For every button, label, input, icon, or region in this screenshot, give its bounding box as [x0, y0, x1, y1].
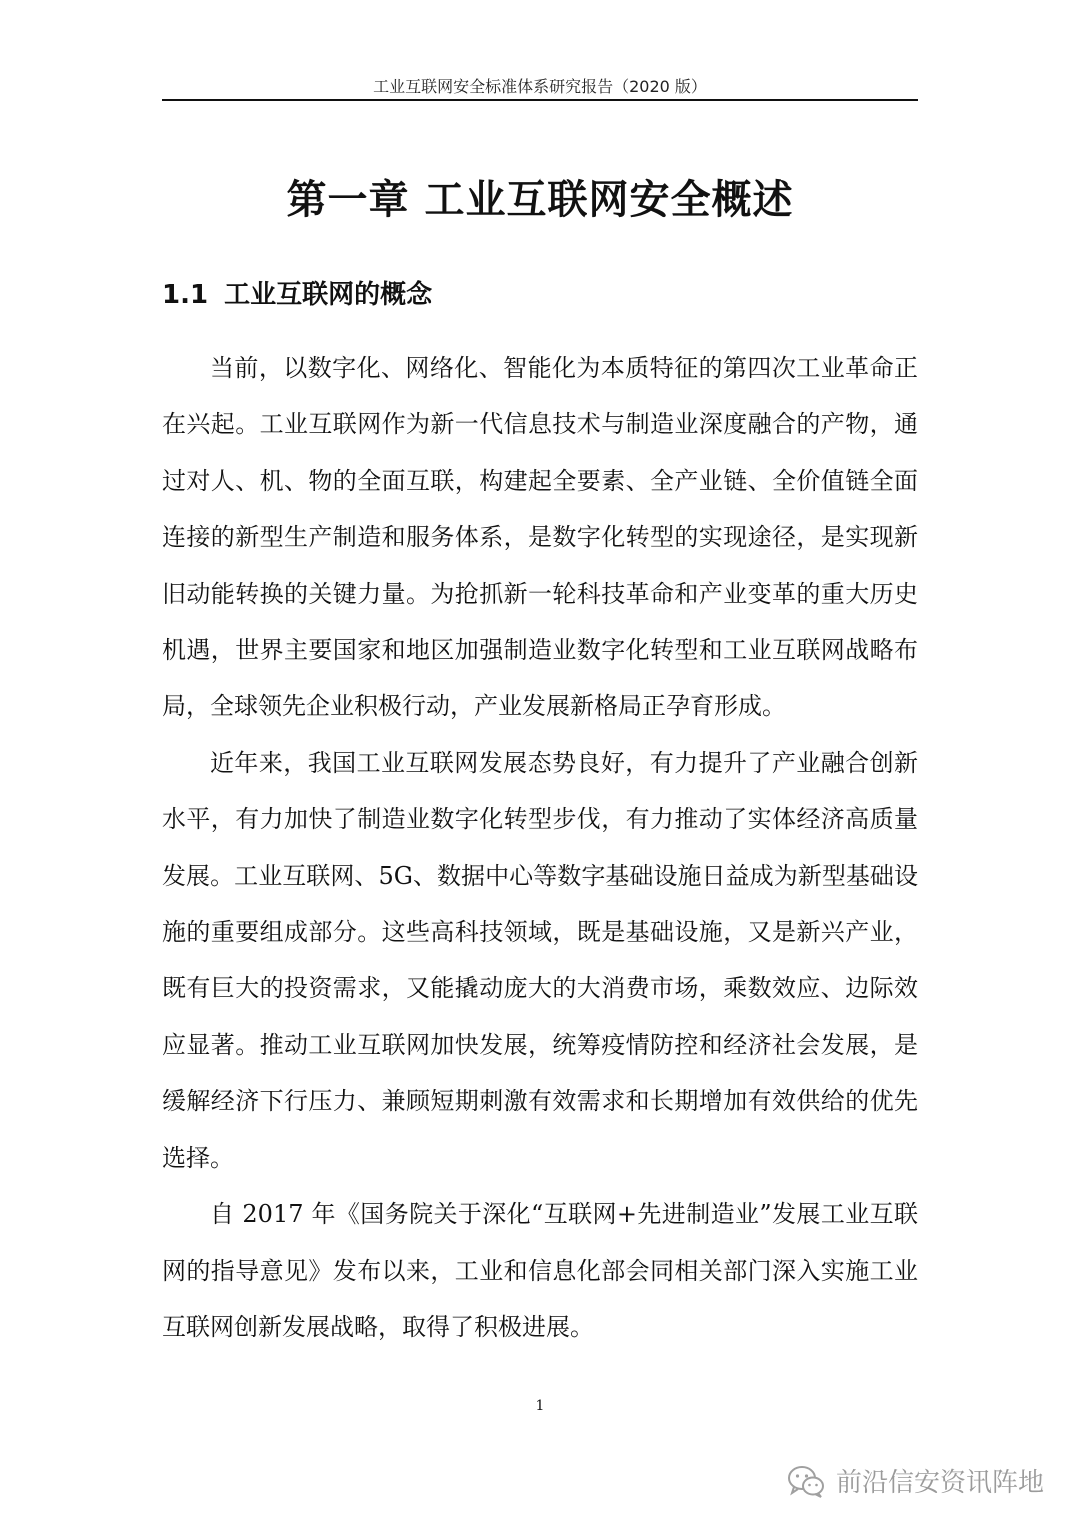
watermark-text: 前沿信安资讯阵地 [835, 1468, 1044, 1498]
body-text [162, 340, 918, 1355]
paragraph: 当前，以数字化、网络化、智能化为本质特征的第四次工业革命正在兴起。工业互联网作为新一代信息技术与制造业深度融合的产物，通过对人、机、物的全面互联，构建起全要素、全产业链、全价值链全面连接的新型生产制造和服务体系，是数字化转型的实现途径，是实现新旧动能转换的关键力量。为抢抓新一轮科技革命和产业变革的重大历史机遇，世界主要国家和地区加强制造业数字化转型和工业互联网战略布局，全球领先企业积极行动，产业发展新格局正孕育形成。 [162, 354, 918, 721]
watermark [786, 1462, 1044, 1499]
chapter-title: 第一章 工业互联网安全概述 [286, 177, 794, 223]
header-rule [162, 99, 918, 101]
wechat-icon [786, 1464, 826, 1498]
section-heading [162, 274, 432, 311]
section-number: 1.1 [162, 280, 209, 310]
paragraph: 近年来，我国工业互联网发展态势良好，有力提升了产业融合创新水平，有力加快了制造业数字化转型步伐，有力推动了实体经济高质量发展。工业互联网、5G、数据中心等数字基础设施日益成为新型基础设施的重要组成部分。这些高科技领域，既是基础设施，又是新兴产业，既有巨大的投资需求，又能撬动庞大的大消费市场，乘数效应、边际效应显著。推动工业互联网加快发展，统筹疫情防控和经济社会发展，是缓解经济下行压力、兼顾短期刺激有效需求和长期增加有效供给的优先选择。 [162, 748, 918, 1172]
section-title: 工业互联网的概念 [224, 280, 433, 310]
paragraph: 自 2017 年《国务院关于深化“互联网+先进制造业”发展工业互联网的指导意见》发布以来，工业和信息化部会同相关部门深入实施工业互联网创新发展战略，取得了积极进展。 [162, 1200, 918, 1341]
page-number: 1 [535, 1398, 545, 1414]
running-header: 工业互联网安全标准体系研究报告（2020 版） [373, 77, 707, 96]
